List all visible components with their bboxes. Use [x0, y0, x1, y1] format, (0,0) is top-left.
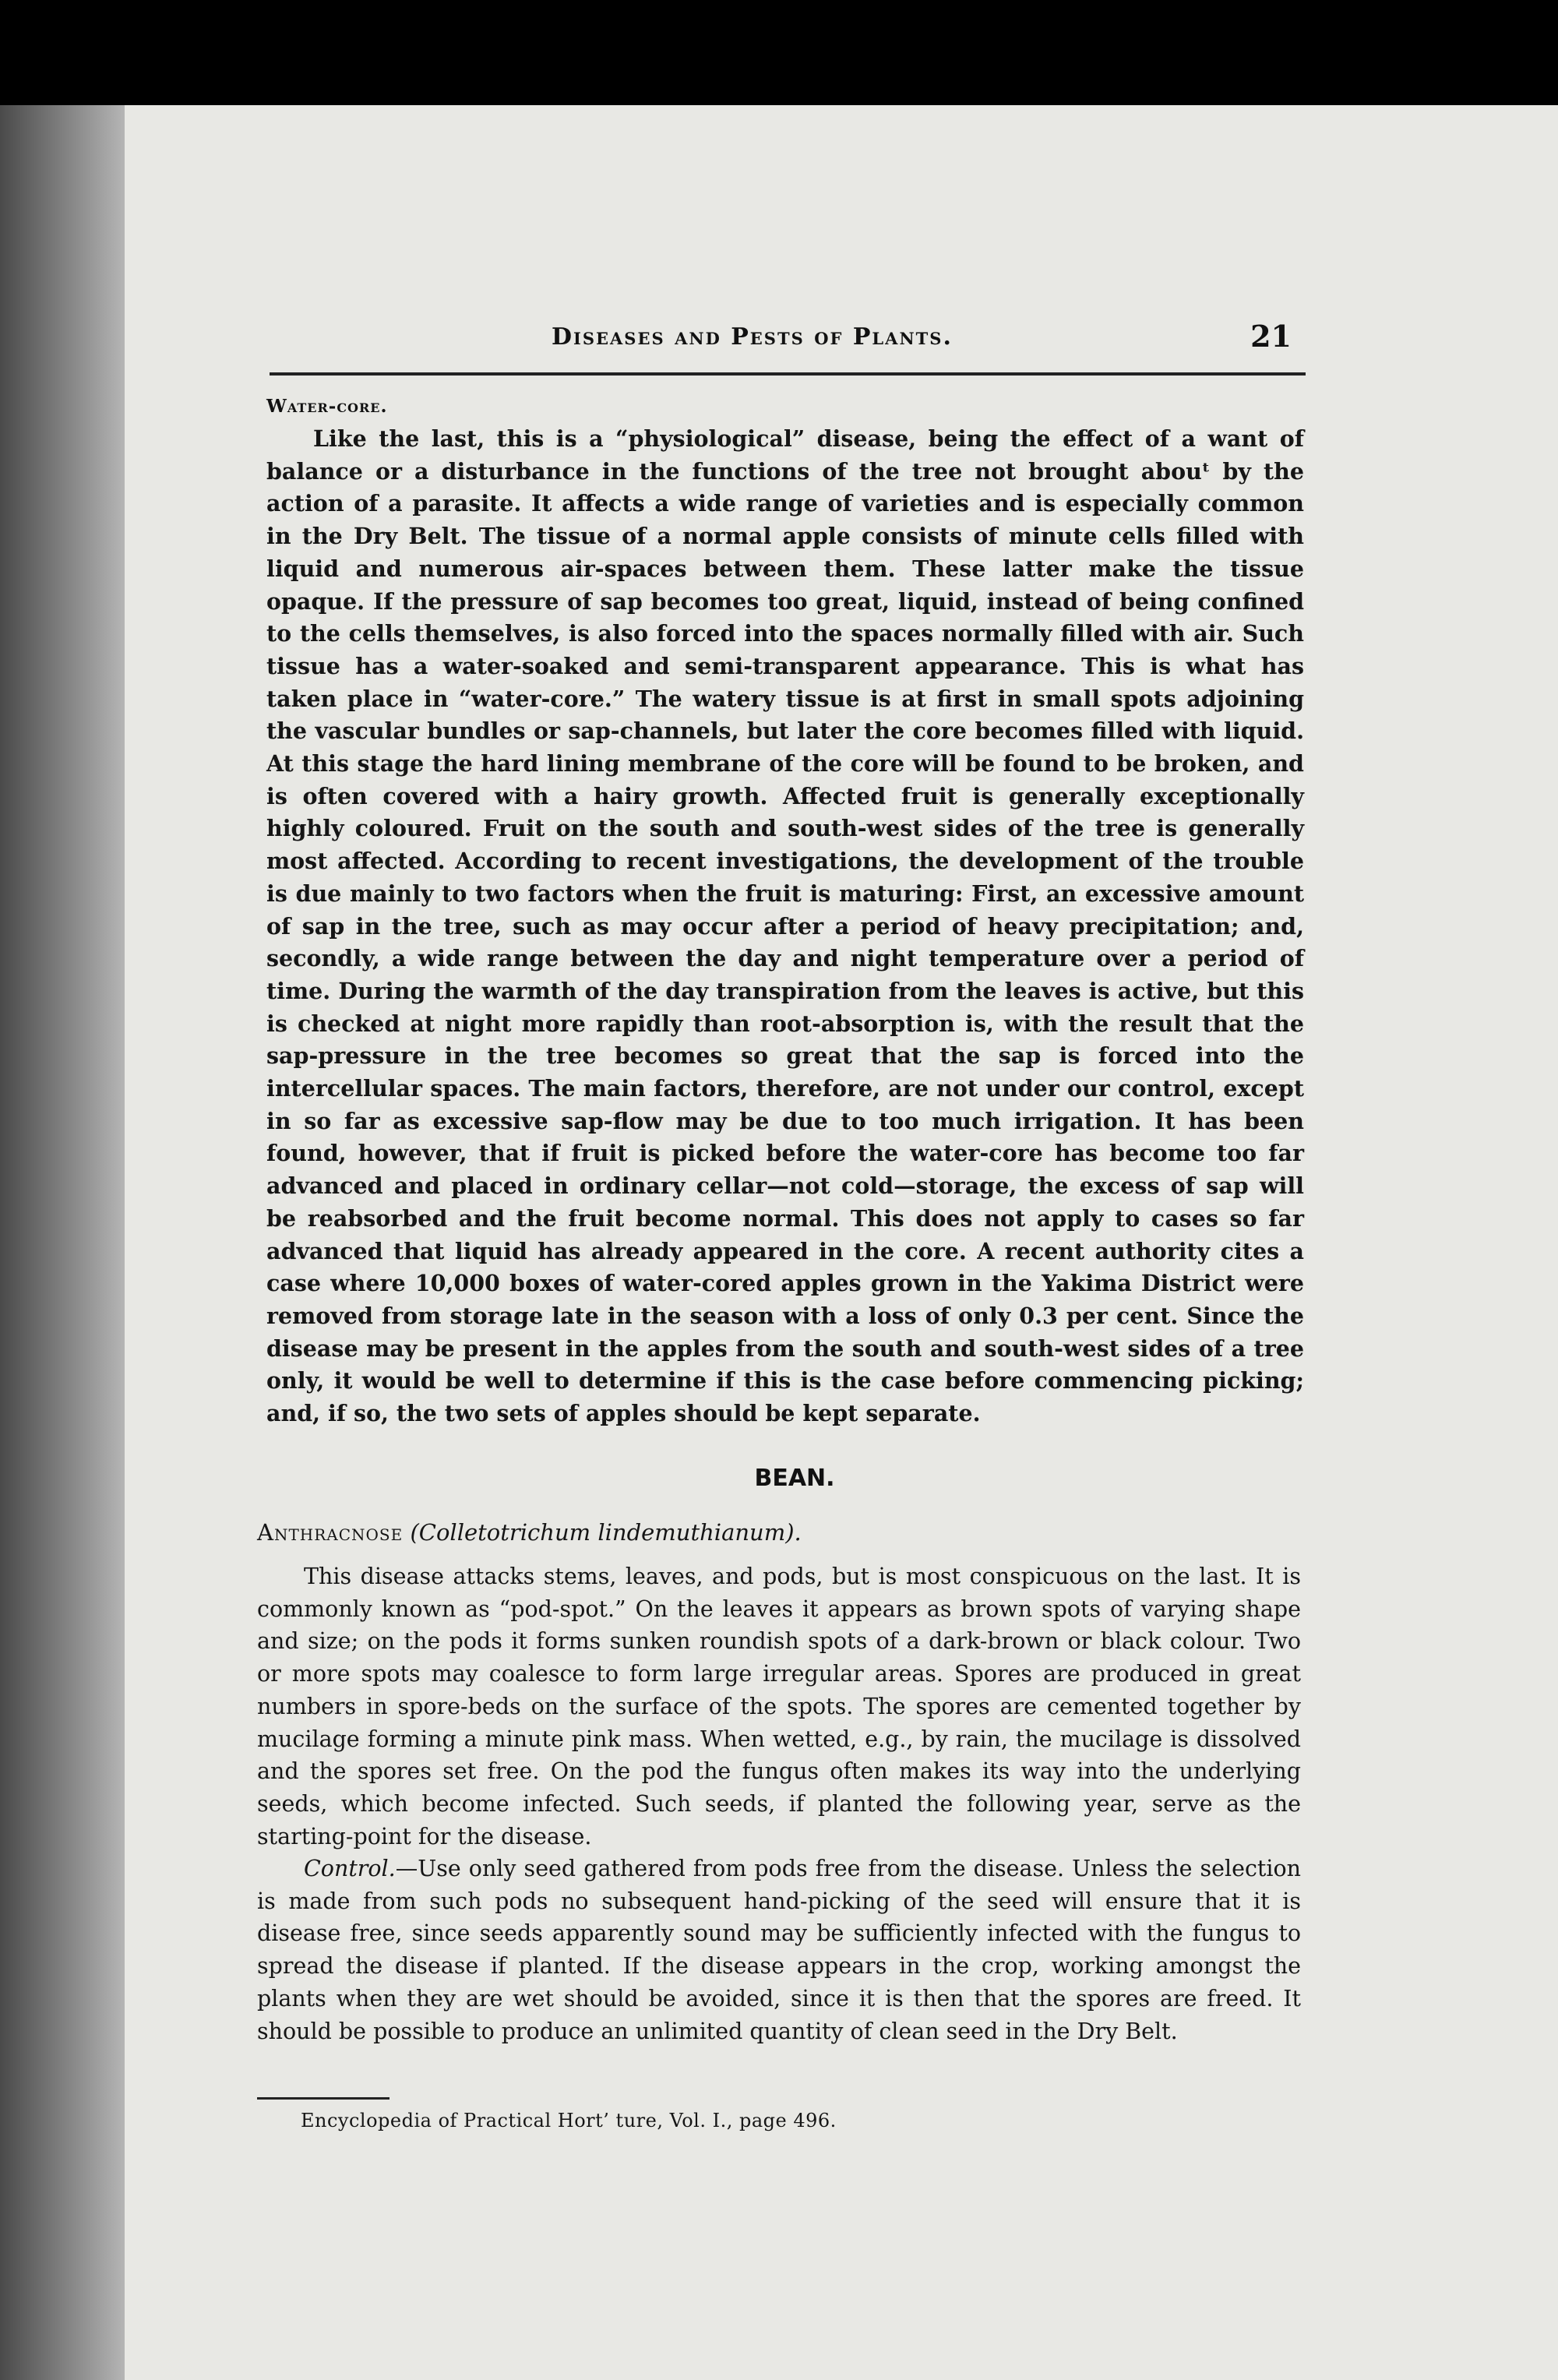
anthracnose-label: Anthracnose	[257, 1519, 404, 1546]
anthracnose-description-text: This disease attacks stems, leaves, and pods, but is most conspicuous on the last. It is commonly known as “pod-spot.” On the leaves it appears as brown spots of varying shape and size; on the pods it forms sunken roundish spots of a dark-brown or black colour. Two or more spots may coalesce to form large irregular areas. Spores are produced in great numbers in spore-beds on the surface of the spots. The spores are cemented together by mucilage forming a minute pink mass. When wetted, e.g., by rain, the mucilage is dissolved and the spores set free. On the pod the fungus often makes its way into the underlying seeds, which become infected. Such seeds, if planted the following year, serve as the starting-point for the disease.	[257, 1564, 1301, 1849]
water-core-paragraph	[266, 423, 1304, 1430]
control-text: —Use only seed gathered from pods free from the disease. Unless the selection is made from such pods no subsequent hand-picking of the seed will ensure that it is disease free, since seeds apparently sound may be sufficiently infected with the fungus to spread the disease if planted. If the disease appears in the crop, working amongst the plants when they are wet should be avoided, since it is then that the spores are freed. It should be possible to produce an unlimited quantity of clean seed in the Dry Belt.	[257, 1856, 1301, 2044]
anthracnose-description	[257, 1560, 1301, 1853]
footnote-rule	[257, 2097, 390, 2100]
running-head-title: Diseases and Pests of Plants.	[552, 323, 953, 351]
water-core-text: Like the last, this is a “physiological” disease, being the effect of a want of balance or a disturbance in the functions of the tree not brought abouᵗ by the action of a parasite. It affects a wide range of varieties and is especially common in the Dry Belt. The tissue of a normal apple consists of minute cells filled with liquid and numerous air-spaces between them. These latter make the tissue opaque. If the pressure of sap becomes too great, liquid, instead of being confined to the cells themselves, is also forced into the spaces normally filled with air. Such tissue has a water-soaked and semi-transparent appearance. This is what has taken place in “water-core.” The watery tissue is at first in small spots adjoining the vascular bundles or sap-channels, but later the core becomes filled with liquid. At this stage the hard lining membrane of the core will be found to be broken, and is often covered with a hairy growth. Affected fruit is generally exceptionally highly coloured. Fruit on the south and south-west sides of the tree is generally most affected. According to recent investigations, the development of the trouble is due mainly to two factors when the fruit is maturing: First, an excessive amount of sap in the tree, such as may occur after a period of heavy precipitation; and, secondly, a wide range between the day and night temperature over a period of time. During the warmth of the day transpiration from the leaves is active, but this is checked at night more rapidly than root-absorption is, with the result that the sap-pressure in the tree becomes so great that the sap is forced into the intercellular spaces. The main factors, therefore, are not under our control, except in so far as excessive sap-flow may be due to too much irrigation. It has been found, however, that if fruit is picked before the water-core has become too far advanced and placed in ordinary cellar—not cold—storage, the excess of sap will be reabsorbed and the fruit become normal. This does not apply to cases so far advanced that liquid has already appeared in the core. A recent authority cites a case where 10,000 boxes of water-cored apples grown in the Yakima District were removed from storage late in the season with a loss of only 0.3 per cent. Since the disease may be present in the apples from the south and south-west sides of a tree only, it would be well to determine if this is the case before commencing picking; and, if so, the two sets of apples should be kept separate.	[266, 425, 1304, 1427]
water-core-heading: Water-core.	[266, 396, 388, 417]
control-label: Control.	[304, 1856, 396, 1881]
bean-heading: BEAN.	[754, 1465, 835, 1492]
control-paragraph	[257, 1853, 1301, 2047]
page-number: 21	[1250, 319, 1292, 354]
header-rule	[270, 372, 1306, 376]
book-gutter-edge	[0, 105, 125, 2380]
footnote: Encyclopedia of Practical Hort’ ture, Vol. I., page 496.	[301, 2110, 837, 2131]
anthracnose-heading	[257, 1519, 1301, 1546]
running-head	[552, 316, 1292, 354]
anthracnose-latin-name: (Colletotrichum lindemuthianum).	[410, 1519, 802, 1546]
